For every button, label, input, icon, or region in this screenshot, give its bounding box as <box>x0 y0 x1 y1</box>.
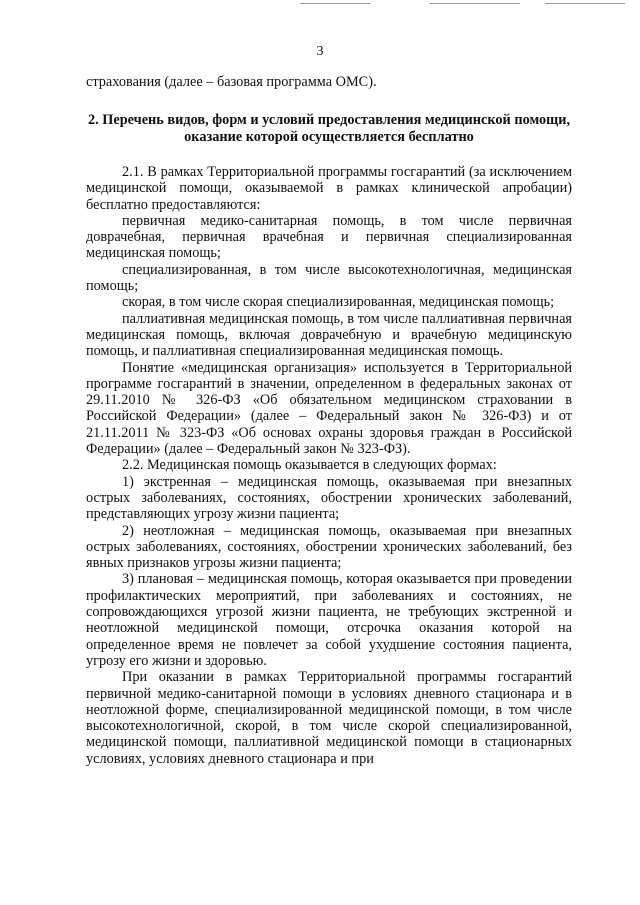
scan-mark <box>430 3 520 4</box>
body-paragraph: 2.1. В рамках Территориальной программы госгарантий (за исключением медицинской помощи, оказываемой в рамках клинической апробации) бесплатно предоставляются: <box>86 164 572 213</box>
body-paragraph: 1) экстренная – медицинская помощь, оказываемая при внезапных острых заболеваниях, состояниях, обострении хронических заболеваний, представляющих угрозу жизни пациента; <box>86 473 572 523</box>
body-paragraph: 2) неотложная – медицинская помощь, оказываемая при внезапных острых заболеваниях, состояниях, обострении хронических заболеваний, без явных признаков угрозы жизни пациента; <box>86 522 572 572</box>
body-paragraph: 3) плановая – медицинская помощь, которая оказывается при проведении профилактических мероприятий, при заболеваниях и состояниях, не сопровождающихся угрозой жизни пациента, не требующих экстренной и неотложной медицинской помощи, отсрочка оказания которой на определенное время не повлечет за собой ухудшение состояния пациента, угрозу его жизни и здоровью. <box>86 571 572 669</box>
body-text <box>86 164 572 767</box>
body-paragraph: специализированная, в том числе высокотехнологичная, медицинская помощь; <box>86 261 572 295</box>
body-paragraph: Понятие «медицинская организация» используется в Территориальной программе госгарантий в значении, определенном в федеральных законах от 29.11.2010 № 326-ФЗ «Об обязательном медицинском страховании в Российской Федерации» (далее – Федеральный закон № 326-ФЗ) и от 21.11.2011 № 323-ФЗ «Об основах охраны здоровья граждан в Российской Федерации» (далее – Федеральный закон № 323-ФЗ). <box>86 359 572 458</box>
body-paragraph: паллиативная медицинская помощь, в том числе паллиативная первичная медицинская помощь, включая доврачебную и врачебную медицинскую помощь, и паллиативная специализированная медицинская помощь. <box>86 310 572 360</box>
body-paragraph: скорая, в том числе скорая специализированная, медицинская помощь; <box>122 294 555 311</box>
body-paragraph: 2.2. Медицинская помощь оказывается в следующих формах: <box>122 457 497 474</box>
body-paragraph: первичная медико-санитарная помощь, в том числе первичная доврачебная, первичная врачебная и первичная специализированная медицинская помощь; <box>86 212 572 262</box>
continuation-text <box>86 74 572 90</box>
section-heading: 2. Перечень видов, форм и условий предоставления медицинской помощи, оказание которой осуществляется бесплатно <box>87 112 571 145</box>
scan-mark <box>545 3 625 4</box>
continuation-paragraph: страхования (далее – базовая программа ОМС). <box>86 74 377 90</box>
body-paragraph: При оказании в рамках Территориальной программы госгарантий первичной медико-санитарной помощи в условиях дневного стационара и в неотложной форме, специализированной медицинской помощи, в том числе высокотехнологичной, скорой, в том числе скорой специализированной, медицинской помощи, паллиативной медицинской помощи в стационарных условиях, условиях дневного стационара и при <box>86 669 572 767</box>
page-number: 3 <box>316 44 324 59</box>
scan-mark <box>300 3 370 4</box>
